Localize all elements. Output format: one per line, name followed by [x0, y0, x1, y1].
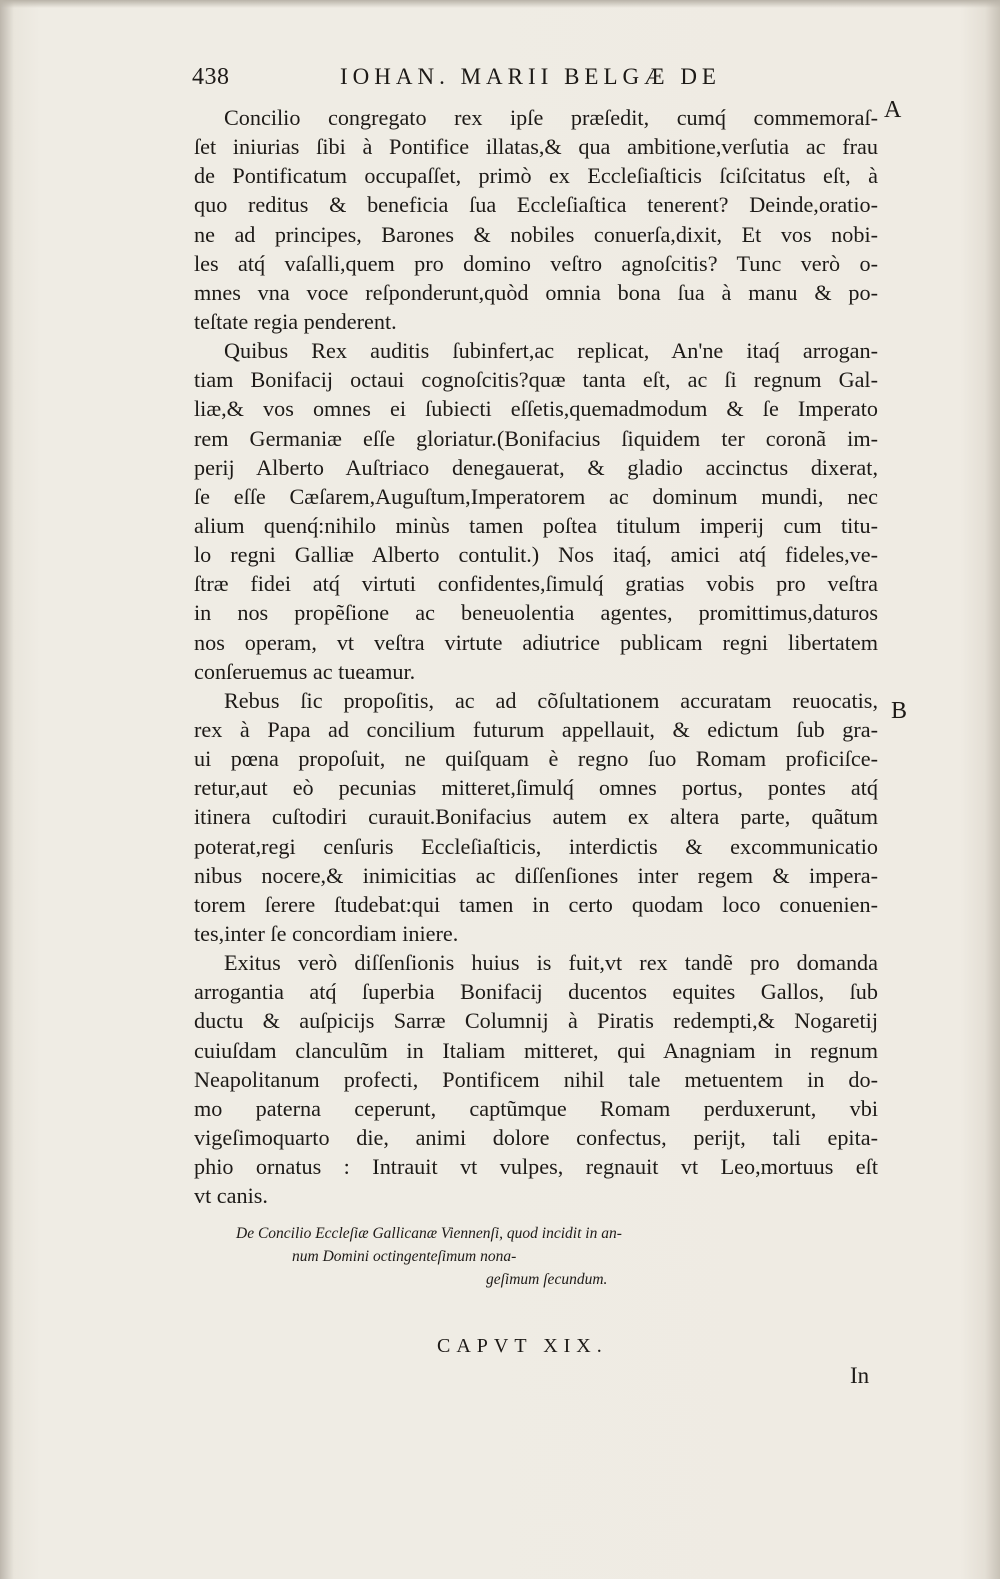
- heading-line: num Domini octingenteſimum nona-: [292, 1248, 517, 1265]
- text-line: tiam Bonifacij octaui cognoſcitis?quæ tanta eſt, ac ſi regnum Gal-: [194, 367, 878, 393]
- running-header: [192, 64, 812, 100]
- heading-line: De Concilio Eccleſiæ Gallicanæ Viennenſi, quod incidit in an-: [236, 1225, 622, 1242]
- text-line: ſe eſſe Cæſarem,Auguſtum,Imperatorem ac dominum mundi, nec: [194, 483, 878, 509]
- chapter-number: CAPVT XIX.: [437, 1335, 608, 1357]
- text-line: rex à Papa ad concilium futurum appellauit, & edictum ſub gra-: [194, 716, 878, 742]
- text-line: nibus nocere,& inimicitias ac diſſenſiones inter regem & impera-: [194, 862, 878, 888]
- text-line: mo paterna ceperunt, captũmque Romam perduxerunt, vbi: [194, 1095, 878, 1121]
- heading-line: geſimum ſecundum.: [486, 1271, 608, 1288]
- text-line: alium quenq́:nihilo minùs tamen poſtea titulum imperij cum titu-: [194, 512, 878, 538]
- text-line: conſeruemus ac tueamur.: [194, 658, 416, 684]
- text-line: liæ,& vos omnes ei ſubiecti eſſetis,quemadmodum & ſe Imperato: [194, 396, 878, 422]
- catchword: In: [850, 1363, 870, 1388]
- text-line: arrogantia atq́ ſuperbia Bonifacij ducentos equites Gallos, ſub: [194, 979, 878, 1005]
- text-line: retur,aut eò pecunias mitteret,ſimulq́ omnes portus, pontes atq́: [194, 775, 878, 801]
- text-line: Exitus verò diſſenſionis huius is fuit,vt rex tandẽ pro domanda: [224, 950, 878, 976]
- chapter-heading: [236, 1222, 796, 1291]
- page-number: 438: [192, 64, 230, 90]
- text-line: Rebus ſic propoſitis, ac ad cõſultationem accuratam reuocatis,: [224, 687, 878, 713]
- text-line: perij Alberto Auſtriaco denegauerat, & gladio accinctus dixerat,: [194, 454, 878, 480]
- text-line: rem Germaniæ eſſe gloriatur.(Bonifacius ſiquidem ter coronã im-: [194, 425, 878, 451]
- text-line: tes,inter ſe concordiam iniere.: [194, 920, 459, 946]
- margin-letter-b: B: [891, 698, 908, 724]
- margin-letter-a: A: [884, 97, 902, 123]
- text-line: mnes vna voce reſponderunt,quòd omnia bona ſua à manu & po-: [194, 279, 878, 305]
- text-line: in nos propẽſione ac beneuolentia agentes, promittimus,daturos: [194, 600, 878, 626]
- text-line: ui pœna propoſuit, ne quiſquam è regno ſuo Romam proficiſce-: [194, 746, 878, 772]
- text-line: ſtræ fidei atq́ virtuti confidentes,ſimulq́ gratias vobis pro veſtra: [194, 571, 878, 597]
- text-line: les atq́ vaſalli,quem pro domino veſtro agnoſcitis? Tunc verò o-: [194, 250, 878, 276]
- text-line: ductu & auſpicijs Sarræ Columnij à Piratis redempti,& Nogaretij: [194, 1008, 878, 1034]
- text-line: torem ſerere ſtudebat:qui tamen in certo quodam loco conuenien-: [194, 891, 878, 917]
- body-text: [194, 103, 878, 1210]
- text-line: vt canis.: [194, 1183, 268, 1209]
- text-line: Neapolitanum profecti, Pontificem nihil tale metuentem in do-: [194, 1066, 878, 1092]
- text-line: quo reditus & beneficia ſua Eccleſiaſtica tenerent? Deinde,oratio-: [194, 192, 878, 218]
- text-line: teſtate regia penderent.: [194, 308, 397, 334]
- text-line: de Pontificatum occupaſſet, primò ex Eccleſiaſticis ſciſcitatus eſt, à: [194, 163, 878, 189]
- text-line: cuiuſdam clanculũm in Italiam mitteret, qui Anagniam in regnum: [194, 1037, 878, 1063]
- text-line: nos operam, vt veſtra virtute adiutrice publicam regni libertatem: [194, 629, 878, 655]
- running-head-title: IOHAN. MARII BELGÆ DE: [340, 64, 721, 89]
- text-line: poterat,regi cenſuris Eccleſiaſticis, interdictis & excommunicatio: [194, 833, 878, 859]
- text-line: Quibus Rex auditis ſubinfert,ac replicat, An'ne itaq́ arrogan-: [224, 338, 878, 364]
- text-line: ne ad principes, Barones & nobiles conuerſa,dixit, Et vos nobi-: [194, 221, 878, 247]
- text-line: ſet iniurias ſibi à Pontifice illatas,& qua ambitione,verſutia ac frau: [194, 134, 878, 160]
- text-line: lo regni Galliæ Alberto contulit.) Nos itaq́, amici atq́ fideles,ve-: [194, 542, 878, 568]
- text-line: vigeſimoquarto die, animi dolore confectus, perijt, tali epita-: [194, 1124, 878, 1150]
- text-line: phio ornatus : Intrauit vt vulpes, regnauit vt Leo,mortuus eſt: [194, 1154, 878, 1180]
- text-line: itinera cuſtodiri curauit.Bonifacius autem ex altera parte, quãtum: [194, 804, 878, 830]
- text-line: Concilio congregato rex ipſe præſedit, cumq́ commemoraſ-: [224, 105, 878, 130]
